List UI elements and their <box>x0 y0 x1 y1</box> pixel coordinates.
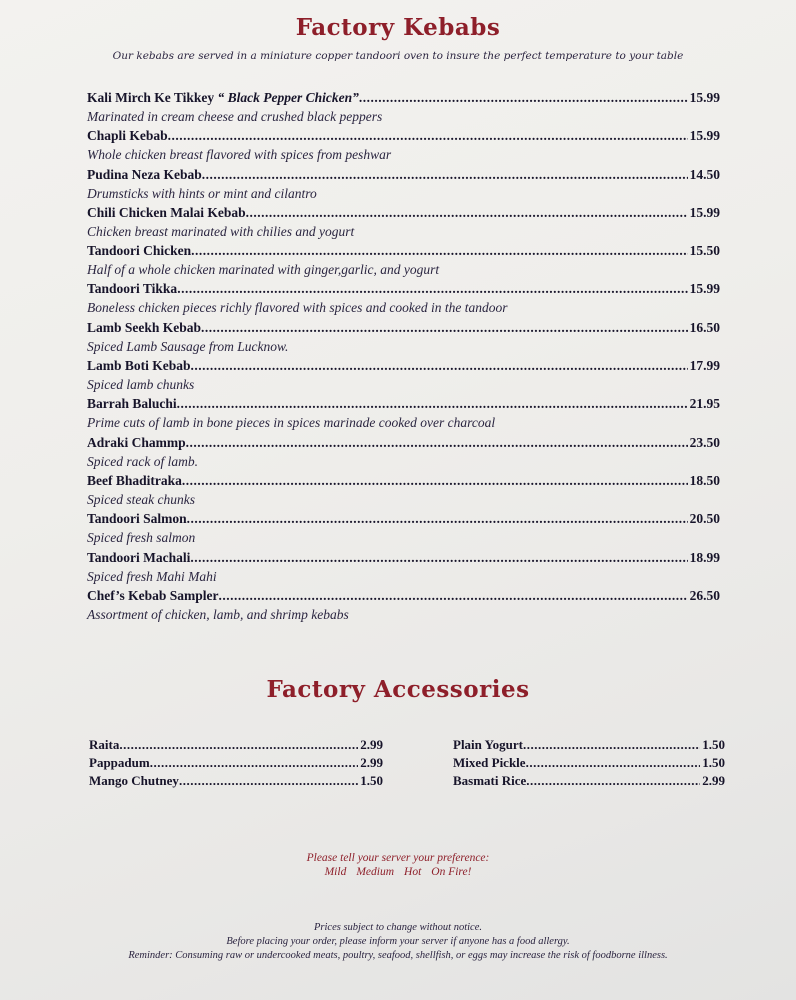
menu-item-row <box>87 511 720 530</box>
dot-leader <box>191 358 688 374</box>
menu-item <box>87 435 720 473</box>
menu-item <box>87 550 720 588</box>
accessory-name: Pappadum <box>89 755 150 770</box>
accessory-name: Mixed Pickle <box>453 755 526 770</box>
menu-item-name-text: Tandoori Salmon <box>87 511 187 527</box>
dot-leader <box>182 473 688 489</box>
menu-item <box>87 243 720 281</box>
accessory-price: 1.50 <box>360 773 383 788</box>
footer-line-2: Before placing your order, please inform your server if anyone has a food allergy. <box>226 936 570 947</box>
footer-line-3: Reminder: Consuming raw or undercooked meats, poultry, seafood, shellfish, or eggs may increase the risk of foodborne illness. <box>128 950 668 961</box>
menu-item-row <box>87 128 720 147</box>
menu-item-name <box>87 396 177 412</box>
accessory-name: Raita <box>89 737 120 752</box>
menu-item-price: 18.50 <box>689 472 720 488</box>
menu-item-price: 15.50 <box>689 243 720 259</box>
menu-item-row <box>87 320 720 339</box>
accessory-item <box>89 773 383 791</box>
menu-item-name-text: Tandoori Chicken <box>87 243 192 259</box>
accessory-item <box>89 737 383 755</box>
menu-item-name-text: Barrah Baluchi <box>87 396 177 412</box>
menu-item-row <box>87 281 720 300</box>
menu-item-name <box>87 205 246 221</box>
menu-item <box>87 511 720 549</box>
menu-item-row <box>87 550 720 569</box>
menu-item-name <box>87 473 182 489</box>
accessories-title: Factory Accessories <box>266 676 530 703</box>
menu-item-row <box>87 473 720 492</box>
spice-levels <box>0 866 796 878</box>
menu-item-price: 16.50 <box>689 319 720 335</box>
dot-leader <box>219 588 688 604</box>
accessory-price: 1.50 <box>702 737 725 752</box>
menu-item <box>87 473 720 511</box>
menu-item-name <box>87 128 168 144</box>
dot-leader <box>186 435 688 451</box>
dot-leader <box>526 773 700 789</box>
menu-item-description: Spiced steak chunks <box>87 491 195 507</box>
accessory-name: Plain Yogurt <box>453 737 523 752</box>
menu-item-row <box>87 435 720 454</box>
menu-item-name-italic: “ Black Pepper Chicken” <box>217 90 359 105</box>
menu-item-row <box>87 358 720 377</box>
menu-item-price: 15.99 <box>689 204 720 220</box>
dot-leader <box>177 281 687 297</box>
menu-item-name <box>87 167 202 183</box>
accessories-left-column <box>89 737 383 791</box>
dot-leader <box>526 755 701 771</box>
accessory-name: Mango Chutney <box>89 773 179 788</box>
menu-item-description: Whole chicken breast flavored with spices from peshwar <box>87 147 392 163</box>
menu-item-row <box>87 90 720 109</box>
menu-item <box>87 588 720 626</box>
menu-item-name <box>87 281 177 297</box>
menu-item-row <box>87 243 720 262</box>
dot-leader <box>191 243 687 259</box>
menu-item-name <box>87 320 201 336</box>
menu-item-description: Spiced fresh salmon <box>87 530 196 546</box>
menu-item <box>87 128 720 166</box>
menu-item-row <box>87 396 720 415</box>
dot-leader <box>246 205 688 221</box>
dot-leader <box>523 737 700 753</box>
menu-item-price: 15.99 <box>689 128 720 144</box>
accessory-price: 2.99 <box>360 737 383 752</box>
kebabs-title: Factory Kebabs <box>295 14 501 41</box>
menu-item-description: Chicken breast marinated with chilies and yogurt <box>87 223 355 239</box>
menu-item-name-text: Kali Mirch Ke Tikkey <box>87 90 218 105</box>
menu-item-name <box>87 243 191 259</box>
accessory-price: 1.50 <box>702 755 725 770</box>
menu-item-name-text: Lamb Seekh Kebab <box>87 319 202 335</box>
menu-item-name <box>87 358 191 374</box>
spice-prompt: Please tell your server your preference: <box>306 852 490 864</box>
spice-level: Medium <box>356 866 395 878</box>
dot-leader <box>359 90 688 106</box>
menu-item-row <box>87 167 720 186</box>
menu-item-description: Boneless chicken pieces richly flavored with spices and cooked in the tandoor <box>87 300 508 316</box>
kebab-list <box>87 90 720 626</box>
menu-item-description: Prime cuts of lamb in bone pieces in spices marinade cooked over charcoal <box>87 415 496 431</box>
accessory-item <box>453 773 725 791</box>
menu-item-name-text: Pudina Neza Kebab <box>87 166 202 182</box>
menu-item-description: Spiced rack of lamb. <box>87 453 198 469</box>
menu-item-name-text: Lamb Boti Kebab <box>87 358 191 374</box>
menu-item-name <box>87 435 186 451</box>
spice-level: Mild <box>324 866 347 878</box>
menu-item-price: 15.99 <box>689 281 720 297</box>
menu-item-description: Spiced lamb chunks <box>87 377 195 393</box>
menu-item-price: 20.50 <box>689 511 720 527</box>
accessory-item <box>89 755 383 773</box>
menu-item-name-text: Tandoori Machali <box>87 549 191 565</box>
menu-item-name-text: Adraki Chammp <box>87 434 186 450</box>
menu-item <box>87 90 720 128</box>
menu-item-price: 23.50 <box>689 434 720 450</box>
menu-item-price: 21.95 <box>689 396 720 412</box>
menu-item <box>87 320 720 358</box>
menu-item <box>87 281 720 319</box>
dot-leader <box>202 167 688 183</box>
dot-leader <box>201 320 688 336</box>
menu-item-name-text: Chef’s Kebab Sampler <box>87 587 219 603</box>
menu-item-name-text: Tandoori Tikka <box>87 281 178 297</box>
menu-item-description: Spiced fresh Mahi Mahi <box>87 568 217 584</box>
menu-item-name-text: Chili Chicken Malai Kebab <box>87 204 246 220</box>
dot-leader <box>190 550 687 566</box>
dot-leader <box>187 511 688 527</box>
menu-item-description: Spiced Lamb Sausage from Lucknow. <box>87 338 289 354</box>
kebabs-subtitle: Our kebabs are served in a miniature copper tandoori oven to insure the perfect temperature to your table <box>112 50 684 62</box>
accessory-item <box>453 737 725 755</box>
menu-item-price: 17.99 <box>689 358 720 374</box>
menu-item <box>87 205 720 243</box>
spice-level: On Fire! <box>431 866 472 878</box>
dot-leader <box>177 396 688 412</box>
dot-leader <box>168 128 688 144</box>
menu-item-row <box>87 205 720 224</box>
accessories-right-column <box>453 737 725 791</box>
menu-item-name <box>87 511 187 527</box>
dot-leader <box>179 773 358 789</box>
accessory-price: 2.99 <box>702 773 725 788</box>
footer-line-1: Prices subject to change without notice. <box>314 922 482 933</box>
menu-item-description: Marinated in cream cheese and crushed black peppers <box>87 109 383 124</box>
menu-item-description: Half of a whole chicken marinated with ginger,garlic, and yogurt <box>87 262 440 278</box>
accessory-price: 2.99 <box>360 755 383 770</box>
menu-item-name <box>87 588 219 604</box>
menu-item-price: 15.99 <box>689 90 720 105</box>
menu-item-name <box>87 550 190 566</box>
dot-leader <box>150 755 359 771</box>
accessory-item <box>453 755 725 773</box>
menu-item <box>87 358 720 396</box>
menu-item-price: 26.50 <box>689 587 720 603</box>
menu-item-price: 18.99 <box>689 549 720 565</box>
menu-item <box>87 396 720 434</box>
menu-item-name <box>87 90 359 106</box>
spice-level: Hot <box>404 866 422 878</box>
menu-item-name-text: Chapli Kebab <box>87 128 168 144</box>
menu-item-description: Drumsticks with hints or mint and cilantro <box>87 185 317 201</box>
menu-item-name-text: Beef Bhaditraka <box>87 472 182 488</box>
menu-item-description: Assortment of chicken, lamb, and shrimp kebabs <box>87 606 349 622</box>
dot-leader <box>119 737 358 753</box>
menu-item <box>87 167 720 205</box>
accessory-name: Basmati Rice <box>453 773 527 788</box>
menu-item-price: 14.50 <box>689 166 720 182</box>
menu-item-row <box>87 588 720 607</box>
